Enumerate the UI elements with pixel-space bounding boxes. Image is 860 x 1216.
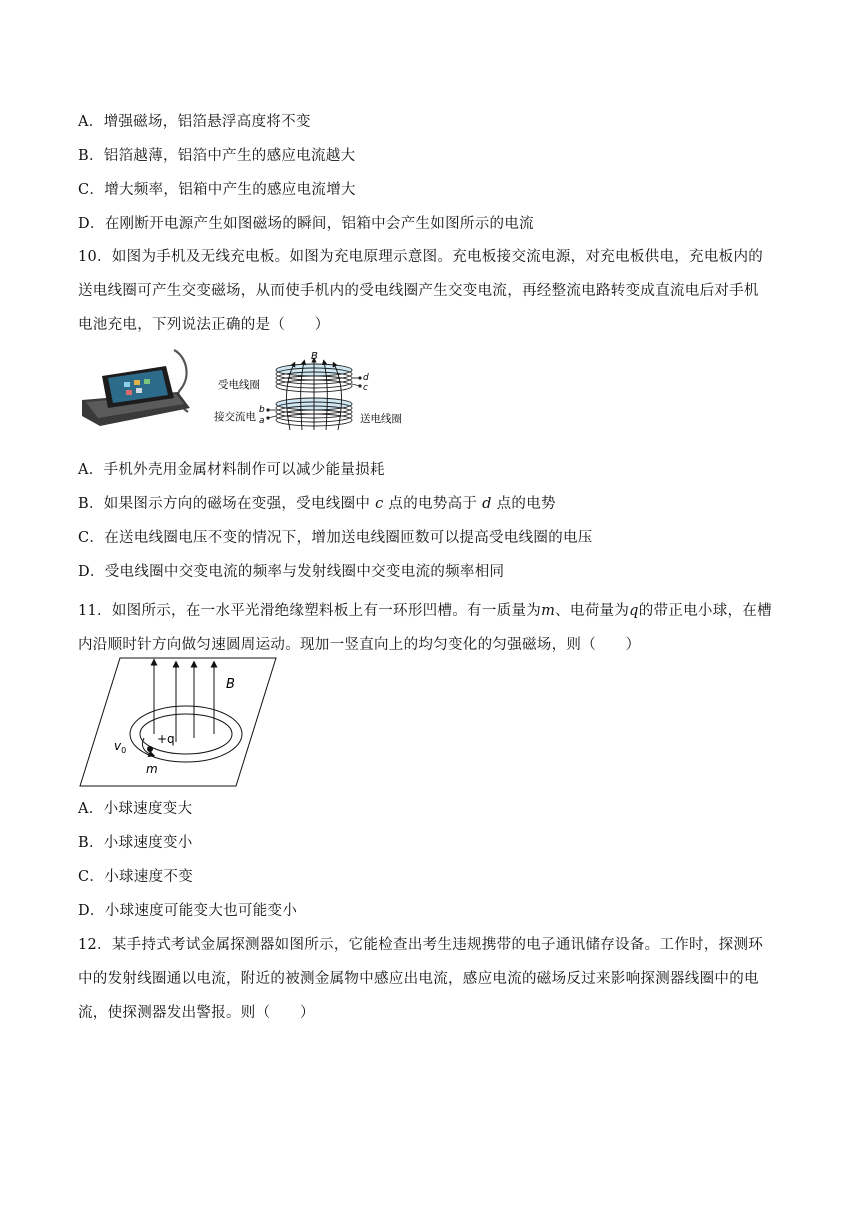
q10-option-a: A．手机外壳用金属材料制作可以减少能量损耗	[78, 462, 385, 478]
mass-label: m	[146, 762, 158, 776]
terminal-d: d	[363, 373, 369, 383]
q11-option-d: D．小球速度可能变大也可能变小	[78, 903, 298, 919]
terminal-a: a	[259, 416, 265, 426]
q10-stem-row: 送电线圈可产生交变磁场，从而使手机内的受电线圈产生交变电流，再经整流电路转变成直流电后对手机	[78, 283, 759, 299]
q10-option-c: C．在送电线圈电压不变的情况下，增加送电线圈匝数可以提高受电线圈的电压	[78, 530, 593, 546]
q10-option-d: D．受电线圈中交变电流的频率与发射线圈中交变电流的频率相同	[78, 564, 505, 580]
send-coil-label: 送电线圈	[360, 413, 402, 425]
magnetic-field-arrows	[154, 662, 214, 742]
q12-stem-row: 流，使探测器发出警报。则（ ）	[78, 1005, 315, 1021]
terminal-c: c	[363, 383, 368, 393]
q9-option-d: D．在刚断开电源产生如图磁场的瞬间，铝箱中会产生如图所示的电流	[78, 216, 534, 232]
plastic-plate	[80, 658, 276, 786]
wireless-charging-coil-diagram	[214, 350, 404, 436]
q11-stem	[78, 594, 790, 662]
q9-option-a: A．增强磁场，铝箔悬浮高度将不变	[78, 114, 311, 130]
field-label-b: B	[311, 351, 318, 362]
phone-charger-photo	[78, 346, 203, 430]
q9-option-c: C．增大频率，铝箱中产生的感应电流增大	[78, 182, 356, 198]
field-label-b: B	[226, 677, 235, 692]
ac-input-label: 接交流电	[214, 411, 256, 423]
q11-option-c: C．小球速度不变	[78, 869, 194, 885]
q10-option-b: B．如果图示方向的磁场在变强，受电线圈中 c 点的电势高于 d 点的电势	[78, 496, 556, 512]
q11-stem-row: 内沿顺时针方向做匀速圆周运动。现加一竖直向上的均匀变化的匀强磁场，则（ ）	[78, 637, 641, 653]
annular-groove	[130, 706, 242, 762]
q10-stem-row: 10．如图为手机及无线充电板。如图为充电原理示意图。充电板接交流电源，对充电板供电，充电板内的	[78, 249, 764, 265]
q11-option-a: A．小球速度变大	[78, 801, 193, 817]
q11-stem-row: 11．如图所示，在一水平光滑绝缘塑料板上有一环形凹槽。有一质量为m、电荷量为q的带正电小球，在槽	[78, 603, 772, 619]
q12-stem-row: 中的发射线圈通以电流，附近的被测金属物中感应出电流，感应电流的磁场反过来影响探测器线圈中的电	[78, 971, 759, 987]
q11-option-b: B．小球速度变小	[78, 835, 193, 851]
q10-stem	[78, 240, 790, 342]
charged-ball	[147, 746, 153, 752]
q12-stem-row: 12．某手持式考试金属探测器如图所示，它能检查出考生违规携带的电子通讯储存设备。工作时，探测环	[78, 937, 764, 953]
velocity-label: $v_0$	[114, 739, 127, 755]
q10-stem-row: 电池充电，下列说法正确的是（ ）	[78, 317, 330, 333]
terminal-b: b	[259, 405, 265, 415]
receive-coil-label: 受电线圈	[218, 379, 260, 391]
ring-groove-diagram	[78, 656, 278, 788]
q9-option-b: B．铝箔越薄，铝箔中产生的感应电流越大	[78, 148, 356, 164]
charge-label: +q	[157, 732, 175, 746]
q12-stem	[78, 928, 790, 1030]
